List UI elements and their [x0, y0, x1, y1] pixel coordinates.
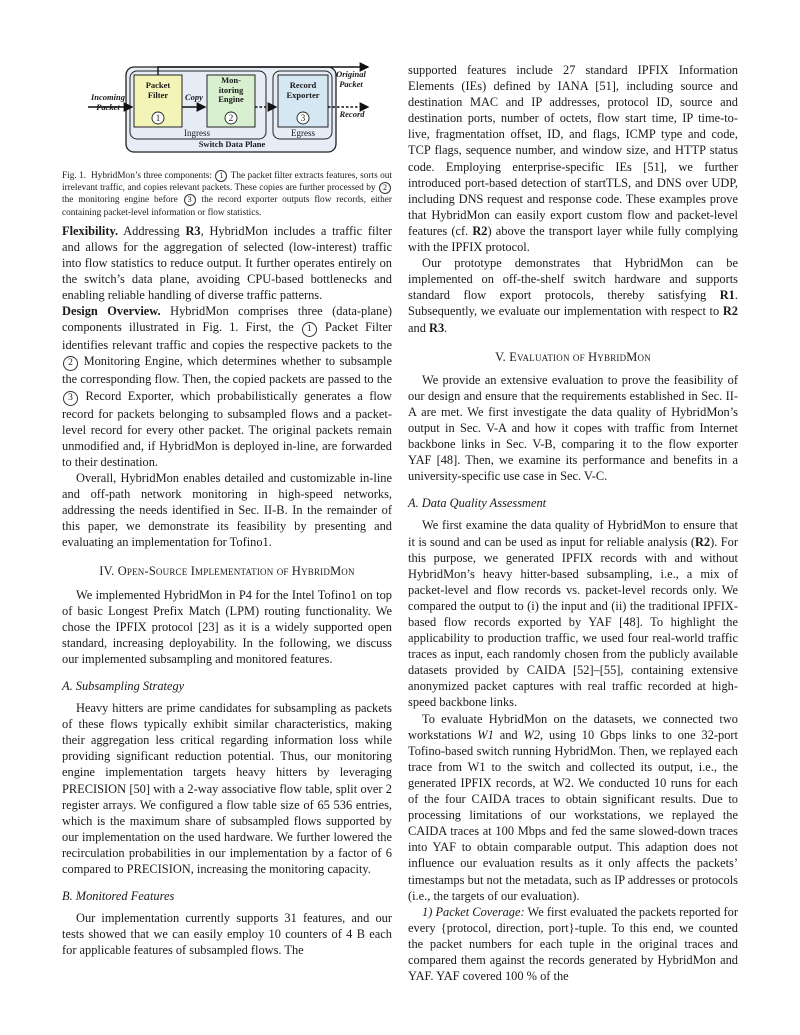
- flexibility-paragraph: Flexibility. Addressing R3, HybridMon includes a traffic filter and allows for the aggregation of selected (low-interest) traffic into flow statistics to reduce output. It further operates entirely on the switch’s data plane, avoiding CPU-based bottlenecks and enabling reliable handling of diverse traffic patterns.: [62, 223, 392, 303]
- evaluation-setup-paragraph: To evaluate HybridMon on the datasets, we connected two workstations W1 and W2, using 10 Gbps links to one 32-port Tofino-based switch running HybridMon. Then, we replayed each trace from W1 to the switch and collected its output, i.e., the generated IPFIX records, at W2. We conducted 10 runs for each of the four CAIDA traces to obtain significant results. Due to processing limitations of our workstations, we replayed the CAIDA traces at 100 Mbps and fed the same slowed-down traces into YAF to obtain comparable output. This adaption does not influence our evaluation results as it only affects the packets’ timestamps but not the metadata, such as IP addresses or protocols (i.e., the targets of our evaluation).: [408, 711, 738, 903]
- number-3: 3: [300, 113, 306, 123]
- record-label: Record: [339, 109, 365, 119]
- data-quality-paragraph: We first examine the data quality of HybridMon to ensure that it is sound and can be used as input for reliable analysis (R2). For this purpose, we generated IPFIX records with and without HybridMon’s heavy hitter-based subsampling, i.e., a mix of packet-level and flow records vs. packet-level records only. We compared the output to (i) the input and (ii) the traditional IPFIX-based flow records exported by YAF [48]. To highlight the applicability to production traffic, we used four real-world traffic traces as input, each randomly chosen from the publicly available datasets provided by CAIDA [52]–[55], containing extensive anonymized packet captures with real traffic recorded at high-speed backbone links.: [408, 518, 738, 710]
- features-paragraph: supported features include 27 standard IPFIX Information Elements (IEs) defined by IANA [51], including source and destination MAC and IP addresses, protocol ID, source and destination ports, number of octets, flow start time, IP time-to-live, fragmentation offset, ID, and flags, ICMP type and code, TCP flags, sequence number, and window size, and HTTP status code. Employing enterprise-specific IEs [51], we further introduced port-based detection of startTLS, and DNS over UDP, including DNS request and response code. These examples prove that HybridMon can easily export custom flow and packet-level features (cf. R2) above the transport layer while fully complying with the IPFIX protocol.: [408, 63, 738, 255]
- section-v-paragraph: We provide an extensive evaluation to prove the feasibility of our design and ensure that the requirements established in Sec. II-A are met. We first investigate the data quality of HybridMon’s output in Sec. V-A and how it copes with traffic from Internet backbone links in Sec. V-B, comparing it to the flow exporter YAF [48]. Then, we examine its performance and benefits in a university-specific use case in Sec. V-C.: [408, 372, 738, 484]
- packet-filter-label: Packet Filter: [145, 80, 171, 100]
- figure-caption: Fig. 1. HybridMon’s three components: 1 The packet filter extracts features, sorts out irrelevant traffic, and copies relevant packets. These copies are further processed by 2 the monitoring engine before 3 the record exporter outputs flow records, either containing packet-level information or flow statistics.: [62, 171, 393, 218]
- circled-2-icon: 2: [379, 182, 391, 194]
- record-exporter-label: Record Exporter: [286, 80, 320, 100]
- left-column: [62, 62, 392, 958]
- circled-2-icon: 2: [63, 356, 78, 371]
- egress-label: Egress: [291, 128, 315, 138]
- ingress-label: Ingress: [184, 128, 210, 138]
- copy-label: Copy: [185, 92, 203, 102]
- circled-1-icon: 1: [302, 322, 317, 337]
- circled-3-icon: 3: [63, 391, 78, 406]
- monitoring-engine-label: Mon- itoring Engine: [218, 75, 244, 104]
- section-v-heading: V. Evaluation of HybridMon: [495, 349, 651, 364]
- subsection-v-a-heading: A. Data Quality Assessment: [408, 496, 547, 511]
- packet-coverage-paragraph: 1) Packet Coverage: We first evaluated the packets reported for every {protocol, direction, port}-tuple. To this end, we counted the packet numbers for each tuple in the original traces and compared them against the records generated by HybridMon and YAF. YAF covered 100 % of the: [408, 904, 738, 984]
- section-iv-heading: IV. Open-Source Implementation of HybridMon: [99, 564, 355, 579]
- monitored-features-paragraph: Our implementation currently supports 31 features, and our tests showed that we can easily employ 10 counters of 4 B each for applicable features of subsampled flows. The: [62, 911, 392, 958]
- original-packet-label: Original Packet: [336, 69, 366, 89]
- subsampling-paragraph: Heavy hitters are prime candidates for subsampling as packets of these flows typically exhibit similar characteristics, making their aggregation less critical regarding information loss while providing significant reduction potential. Thus, our monitoring engine implementation targets heavy hitters by leveraging PRECISION [50] with a 2-way associative flow table, split over 2 register arrays. We configured a flow table size of 65 536 entries, which is the maximum share of subsampled flows supported by our implementation on the used hardware. We further lowered the recirculation probabilities in our implementation by a factor of 6 compared to PRECISION, increasing the monitoring capacity.: [62, 701, 392, 876]
- subsection-b-heading: B. Monitored Features: [62, 889, 175, 904]
- right-column: [408, 62, 738, 984]
- prototype-paragraph: Our prototype demonstrates that HybridMon can be implemented on off-the-shelf switch hardware and supports standard flow export protocols, thereby satisfying R1. Subsequently, we evaluate our implementation with respect to R2 and R3.: [408, 256, 738, 335]
- number-2: 2: [228, 113, 234, 123]
- design-overview-paragraph: Design Overview. HybridMon comprises three (data-plane) components illustrated in Fig. 1. First, the 1 Packet Filter identifies relevant traffic and copies the respective packets to the 2 Monitoring Engine, which determines whether to subsample the corresponding flow. Then, the copied packets are passed to the 3 Record Exporter, which probabilistically generates a flow record for packets belonging to subsampled flows and a packet-level record for every other packet. The original packets remain unmodified and, if HybridMon is deployed in-line, are forwarded to their destination.: [62, 304, 392, 469]
- section-iv-paragraph: We implemented HybridMon in P4 for the Intel Tofino1 on top of basic Longest Prefix Match (LPM) routing functionality. We chose the IPFIX protocol [23] as it is a widely supported open standard, increasing deployability. In the following, we discuss our implemented subsampling and monitored features.: [62, 587, 392, 666]
- circled-1-icon: 1: [215, 170, 227, 182]
- switch-data-plane-label: Switch Data Plane: [198, 139, 266, 149]
- incoming-packet-label: Incoming Packet: [90, 92, 125, 112]
- overall-paragraph: Overall, HybridMon enables detailed and customizable in-line and off-path network monitoring in high-speed networks, addressing the needs identified in Sec. II-B. In the remainder of this paper, we demonstrate its feasibility by presenting and evaluating an implementation for Tofino1.: [62, 470, 392, 550]
- subsection-a-heading: A. Subsampling Strategy: [62, 678, 185, 693]
- circled-3-icon: 3: [184, 194, 196, 206]
- figure-1: [62, 62, 392, 166]
- number-1: 1: [155, 113, 161, 123]
